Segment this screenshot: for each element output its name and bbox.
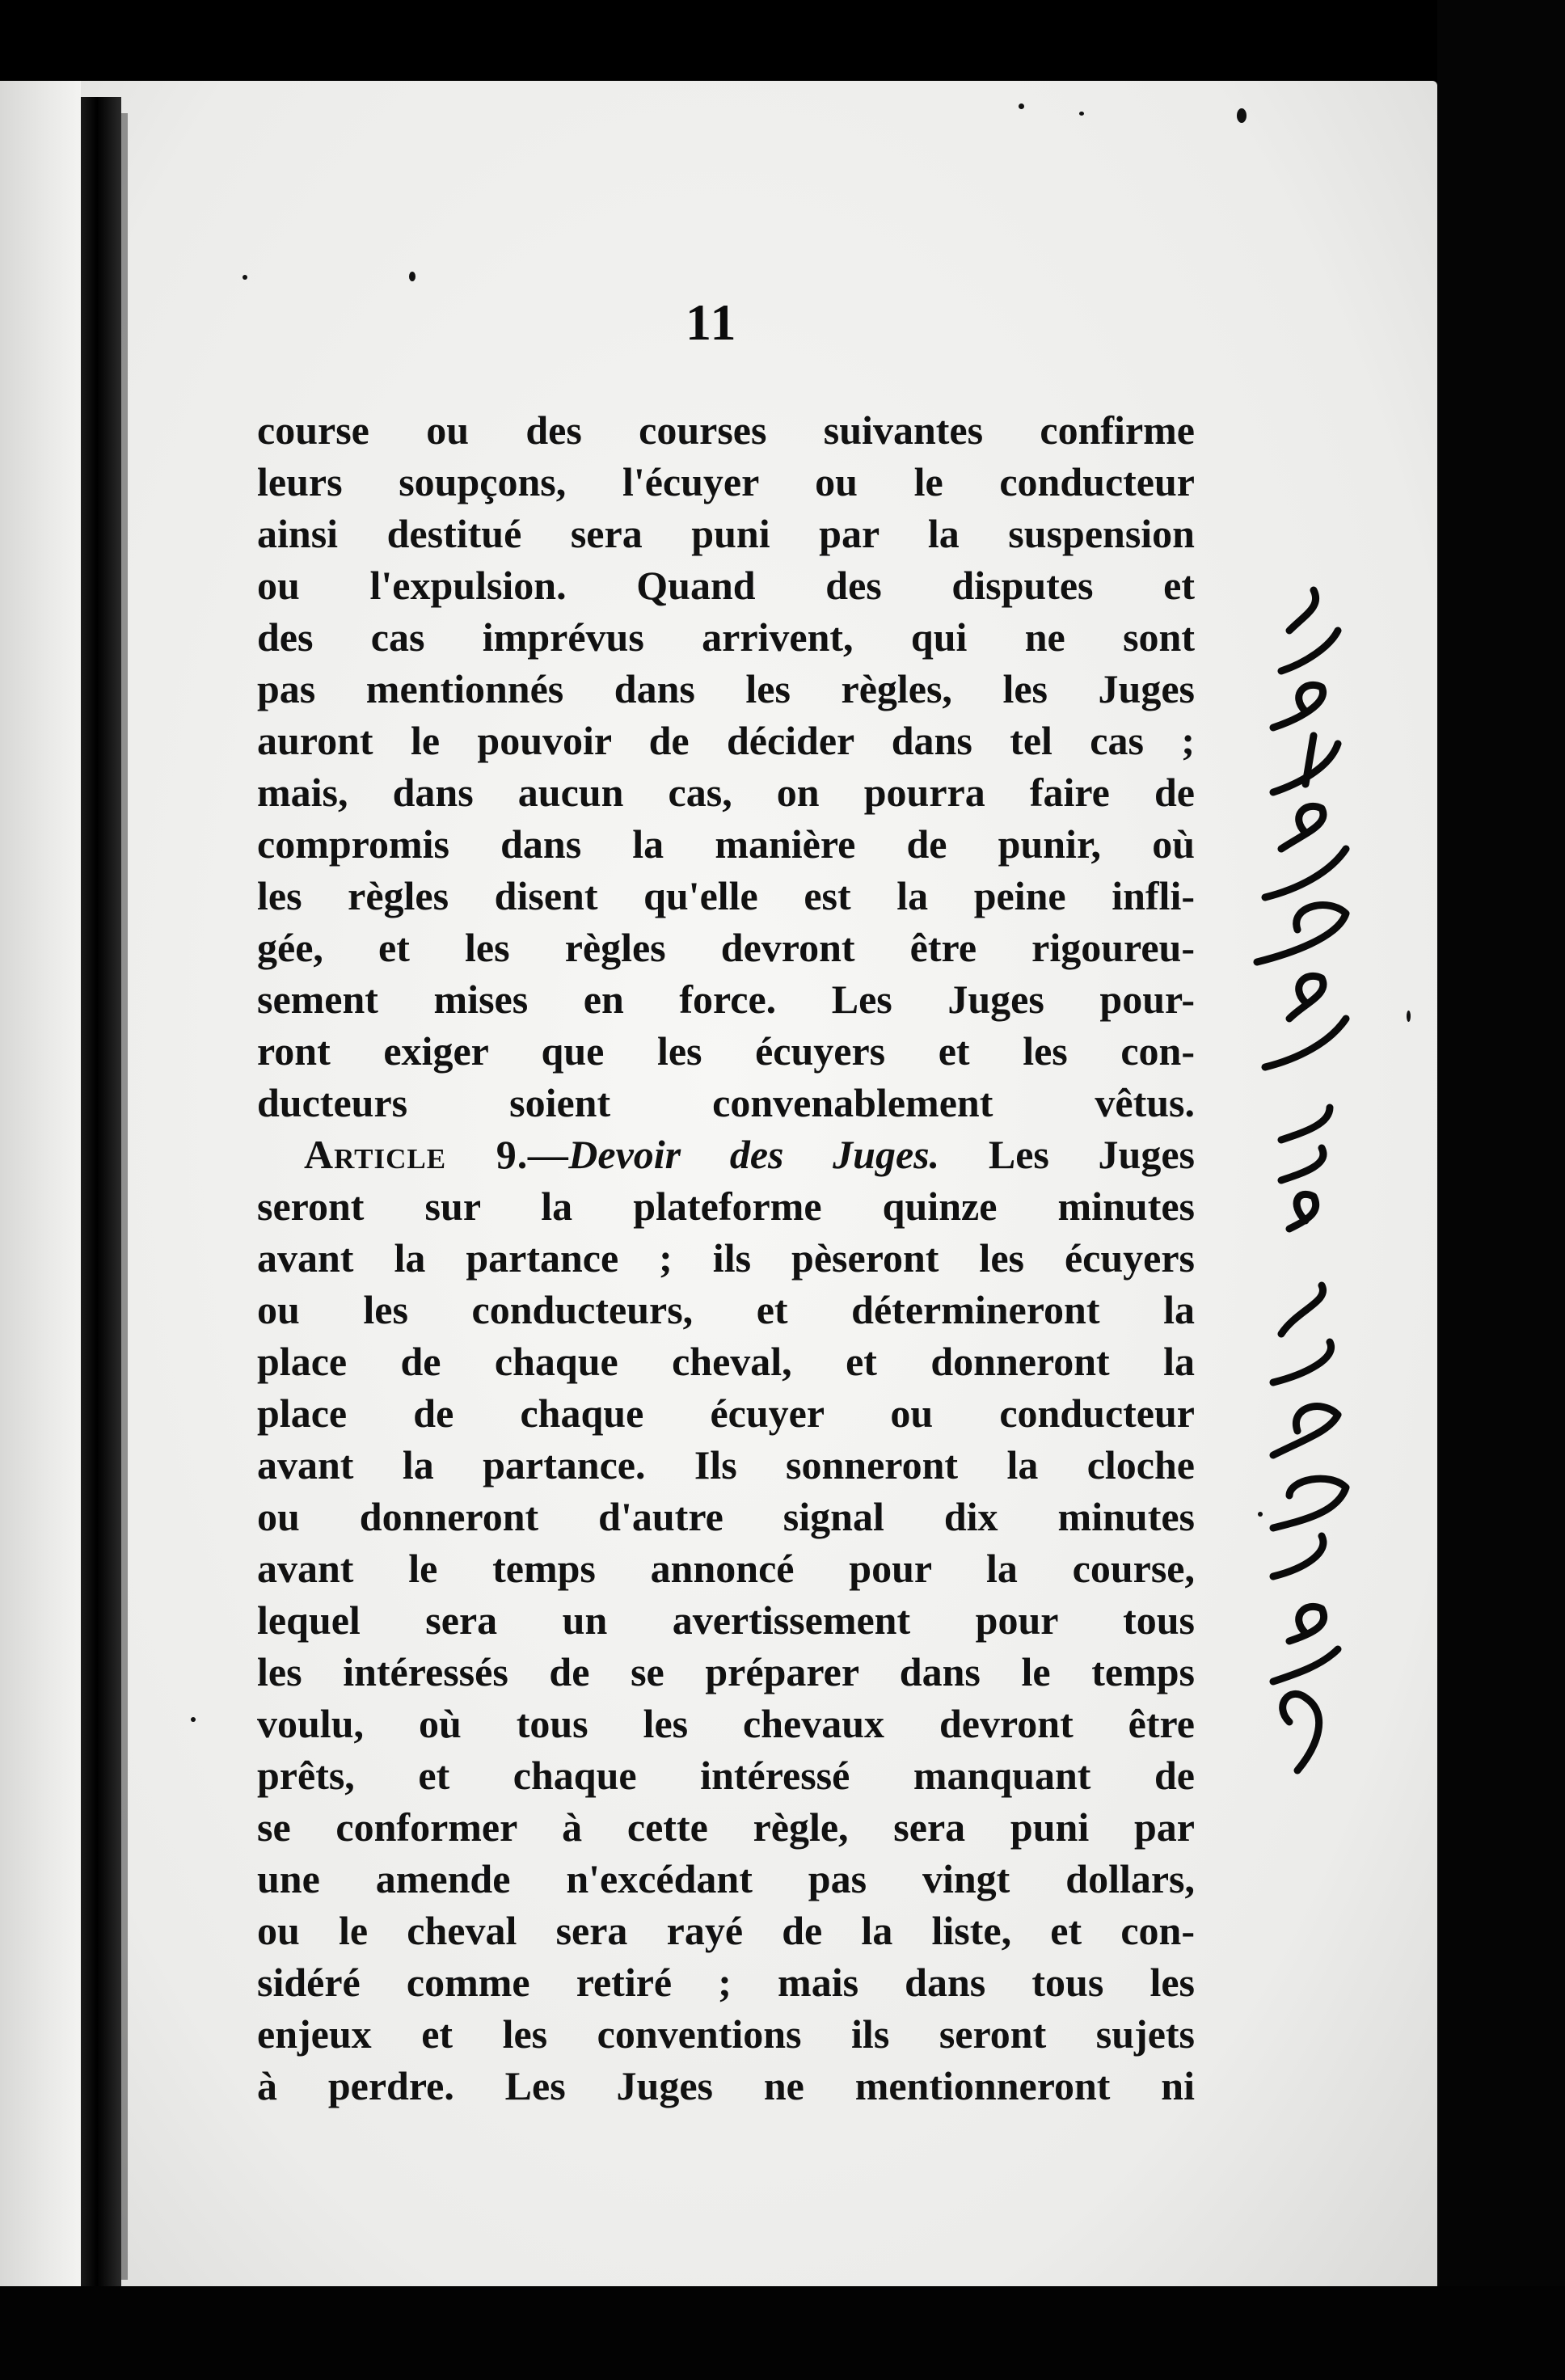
scan-speck xyxy=(1019,103,1024,109)
scan-speck xyxy=(191,1717,196,1722)
text-line: des cas imprévus arrivent, qui ne sont xyxy=(257,614,1195,660)
text-line: prêts, et chaque intéressé manquant de xyxy=(257,1753,1195,1798)
text-line: gée, et les règles devront être rigoureu- xyxy=(257,925,1195,970)
text-line: place de chaque écuyer ou conducteur xyxy=(257,1390,1195,1436)
scan-speck xyxy=(1237,108,1247,123)
text-line: ou le cheval sera rayé de la liste, et con- xyxy=(257,1908,1195,1953)
scan-frame-top xyxy=(0,0,1565,91)
text-line: sidéré comme retiré ; mais dans tous les xyxy=(257,1960,1195,2005)
text-line: place de chaque cheval, et donneront la xyxy=(257,1339,1195,1384)
body-text xyxy=(257,404,1195,2112)
text-line: leurs soupçons, l'écuyer ou le conducteur xyxy=(257,459,1195,504)
text-line: à perdre. Les Juges ne mentionneront ni xyxy=(257,2063,1195,2108)
text-line: avant la partance. Ils sonneront la cloche xyxy=(257,1442,1195,1488)
scan-frame-bottom xyxy=(0,2286,1565,2380)
text-line: ducteurs soient convenablement vêtus. xyxy=(257,1080,1195,1125)
text-line: une amende n'excédant pas vingt dollars, xyxy=(257,1856,1195,1901)
scan-speck xyxy=(1407,1011,1411,1022)
text-line: avant le temps annoncé pour la course, xyxy=(257,1546,1195,1591)
text-line: compromis dans la manière de punir, où xyxy=(257,821,1195,867)
text-line: avant la partance ; ils pèseront les écuyers xyxy=(257,1235,1195,1281)
text-line: enjeux et les conventions ils seront sujets xyxy=(257,2011,1195,2057)
text-line: les intéressés de se préparer dans le temps xyxy=(257,1649,1195,1694)
article-label: Article 9. xyxy=(304,1132,529,1177)
scan-speck xyxy=(243,275,247,280)
text-line: pas mentionnés dans les règles, les Juges xyxy=(257,666,1195,711)
scan-frame-right xyxy=(1437,0,1565,2380)
article-title: —Devoir des Juges. xyxy=(528,1132,940,1177)
text-line: ou les conducteurs, et détermineront la xyxy=(257,1287,1195,1332)
binding-margin xyxy=(0,81,81,2286)
page-number: 11 xyxy=(685,293,738,351)
binding-shadow xyxy=(121,113,128,2280)
text-line: ou l'expulsion. Quand des disputes et xyxy=(257,563,1195,608)
text-line: lequel sera un avertissement pour tous xyxy=(257,1597,1195,1643)
text-line: les règles disent qu'elle est la peine infli- xyxy=(257,873,1195,918)
text-line: ou donneront d'autre signal dix minutes xyxy=(257,1494,1195,1539)
text-line: ront exiger que les écuyers et les con- xyxy=(257,1028,1195,1074)
text-line: auront le pouvoir de décider dans tel cas ; xyxy=(257,718,1195,763)
handwritten-margin-note xyxy=(1241,582,1362,1779)
text-line: course ou des courses suivantes confirme xyxy=(257,407,1195,453)
text-line: sement mises en force. Les Juges pour- xyxy=(257,977,1195,1022)
text-line: voulu, où tous les chevaux devront être xyxy=(257,1701,1195,1746)
text-line: seront sur la plateforme quinze minutes xyxy=(257,1184,1195,1229)
article-first-line: Les Juges xyxy=(988,1132,1196,1177)
article-heading-line xyxy=(257,1129,1195,1180)
text-line: mais, dans aucun cas, on pourra faire de xyxy=(257,770,1195,815)
binding-gutter xyxy=(81,97,121,2286)
scan-speck xyxy=(1079,112,1084,116)
text-line: se conformer à cette règle, sera puni par xyxy=(257,1804,1195,1850)
book-page xyxy=(0,81,1437,2286)
text-line: ainsi destitué sera puni par la suspension xyxy=(257,511,1195,556)
handwriting-strokes xyxy=(1241,582,1362,1779)
scan-speck xyxy=(409,272,416,281)
